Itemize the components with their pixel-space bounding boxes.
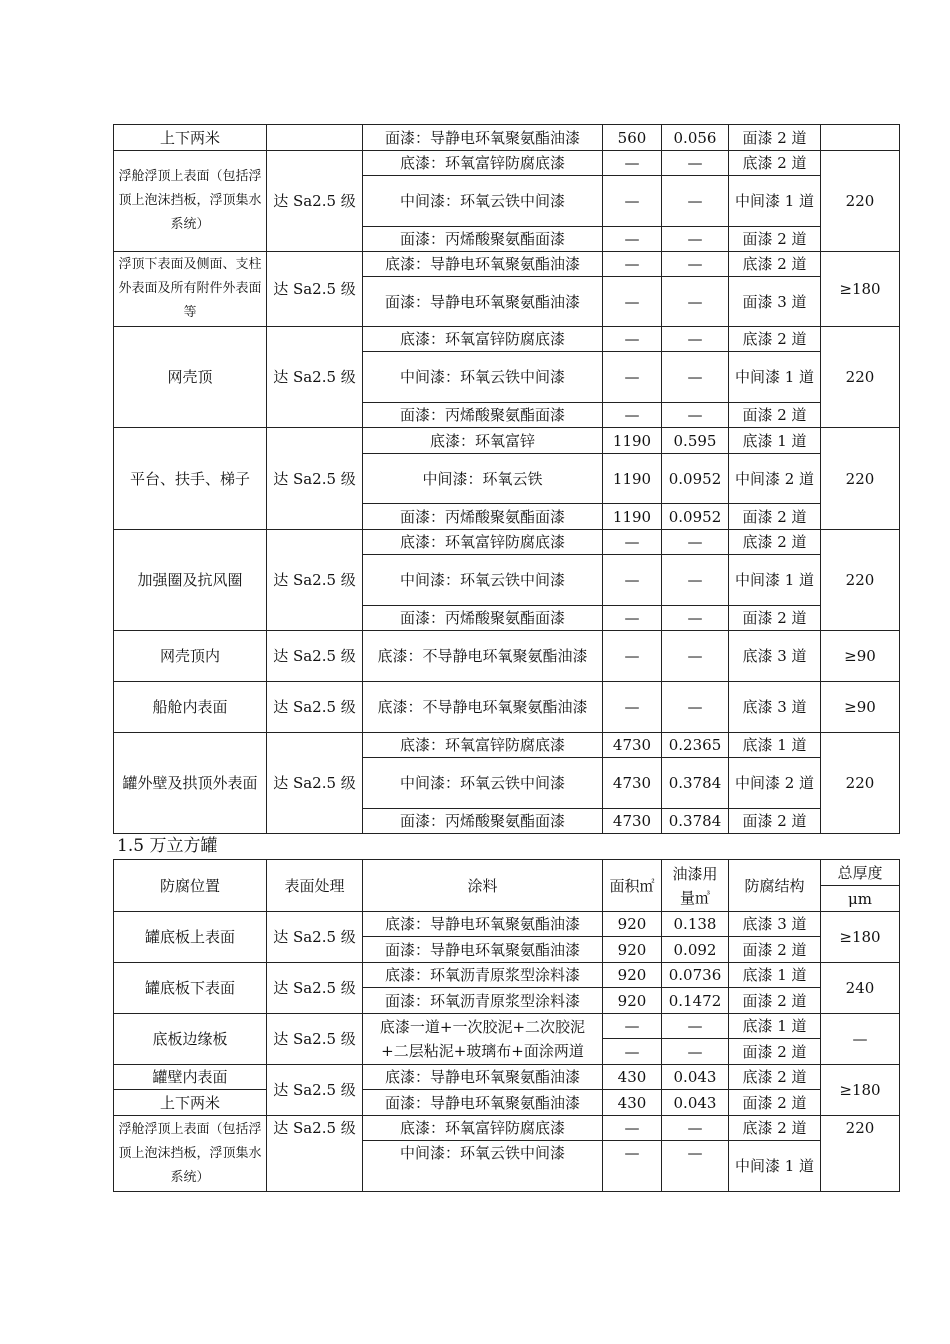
coating-cell: 中间漆：环氧云铁中间漆 <box>363 555 603 606</box>
coating-cell: 面漆：丙烯酸聚氨酯面漆 <box>363 504 603 530</box>
table-row <box>114 1090 900 1116</box>
area-cell: — <box>603 327 662 352</box>
thickness-cell <box>821 125 900 151</box>
thickness-cell: ≥90 <box>821 631 900 682</box>
surface-cell: 达 Sa2.5 级 <box>267 327 363 428</box>
surface-cell: 达 Sa2.5 级 <box>267 428 363 530</box>
structure-cell: 底漆 3 道 <box>729 682 821 733</box>
header-thickness: 总厚度 <box>821 860 900 886</box>
coating-cell: 底漆：环氧富锌 <box>363 428 603 454</box>
surface-cell <box>267 125 363 151</box>
coating-cell: 中间漆：环氧云铁中间漆 <box>363 352 603 403</box>
area-cell: — <box>603 1141 662 1192</box>
position-cell: 底板边缘板 <box>114 1014 267 1065</box>
structure-cell: 面漆 3 道 <box>729 277 821 327</box>
area-cell: 920 <box>603 963 662 988</box>
area-cell: 920 <box>603 937 662 963</box>
area-cell: 430 <box>603 1065 662 1090</box>
paint-cell: — <box>662 1039 729 1065</box>
coating-cell: 面漆：丙烯酸聚氨酯面漆 <box>363 809 603 834</box>
structure-cell: 面漆 2 道 <box>729 988 821 1014</box>
structure-cell: 面漆 2 道 <box>729 1039 821 1065</box>
structure-cell: 底漆 2 道 <box>729 327 821 352</box>
paint-cell: — <box>662 555 729 606</box>
table-row <box>114 530 900 555</box>
coating-cell: 底漆：不导静电环氧聚氨酯油漆 <box>363 682 603 733</box>
surface-cell: 达 Sa2.5 级 <box>267 1065 363 1116</box>
thickness-cell: ≥180 <box>821 912 900 963</box>
surface-cell: 达 Sa2.5 级 <box>267 252 363 327</box>
paint-cell: 0.595 <box>662 428 729 454</box>
area-cell: — <box>603 352 662 403</box>
table-row <box>114 125 900 151</box>
paint-cell: — <box>662 252 729 277</box>
area-cell: 4730 <box>603 758 662 809</box>
paint-cell: 0.0952 <box>662 504 729 530</box>
area-cell: 4730 <box>603 809 662 834</box>
thickness-cell: 220 <box>821 428 900 530</box>
coating-cell: 中间漆：环氧云铁中间漆 <box>363 176 603 227</box>
section-heading: 1.5 万立方罐 <box>117 836 218 856</box>
area-cell: 920 <box>603 988 662 1014</box>
table-row <box>114 252 900 277</box>
position-cell: 罐外壁及拱顶外表面 <box>114 733 267 834</box>
area-cell: — <box>603 252 662 277</box>
position-cell: 浮顶下表面及侧面、支柱外表面及所有附件外表面等 <box>114 252 267 327</box>
coating-cell: 底漆：不导静电环氧聚氨酯油漆 <box>363 631 603 682</box>
coating-cell: 面漆：导静电环氧聚氨酯油漆 <box>363 277 603 327</box>
area-cell: 4730 <box>603 733 662 758</box>
paint-cell: 0.2365 <box>662 733 729 758</box>
structure-cell: 底漆 1 道 <box>729 963 821 988</box>
structure-cell: 中间漆 2 道 <box>729 758 821 809</box>
coating-cell: 面漆：导静电环氧聚氨酯油漆 <box>363 937 603 963</box>
paint-cell: — <box>662 277 729 327</box>
structure-cell: 中间漆 1 道 <box>729 555 821 606</box>
paint-cell: — <box>662 176 729 227</box>
area-cell: — <box>603 631 662 682</box>
position-cell: 罐底板下表面 <box>114 963 267 1014</box>
thickness-cell: 220 <box>821 327 900 428</box>
structure-cell: 底漆 2 道 <box>729 1116 821 1141</box>
table-row <box>114 912 900 937</box>
paint-cell: — <box>662 682 729 733</box>
table-row <box>114 682 900 733</box>
paint-cell: 0.0952 <box>662 454 729 504</box>
table-row <box>114 151 900 176</box>
header-position: 防腐位置 <box>114 860 267 912</box>
structure-cell: 中间漆 2 道 <box>729 454 821 504</box>
structure-cell: 面漆 2 道 <box>729 937 821 963</box>
coating-cell: 底漆：环氧富锌防腐底漆 <box>363 151 603 176</box>
structure-cell: 底漆 3 道 <box>729 912 821 937</box>
coating-cell: 中间漆：环氧云铁中间漆 <box>363 1141 603 1192</box>
paint-cell: 0.092 <box>662 937 729 963</box>
area-cell: — <box>603 555 662 606</box>
paint-cell: — <box>662 1141 729 1192</box>
table-header-row <box>114 860 900 886</box>
surface-cell: 达 Sa2.5 级 <box>267 1116 363 1192</box>
thickness-cell: 220 <box>821 1116 900 1192</box>
table-row <box>114 631 900 682</box>
coating-table-2 <box>113 859 900 1192</box>
paint-cell: — <box>662 606 729 631</box>
position-cell: 上下两米 <box>114 1090 267 1116</box>
table-row <box>114 963 900 988</box>
position-cell: 平台、扶手、梯子 <box>114 428 267 530</box>
structure-cell: 中间漆 1 道 <box>729 1141 821 1192</box>
thickness-cell: ≥180 <box>821 1065 900 1116</box>
header-coating: 涂料 <box>363 860 603 912</box>
area-cell: 1190 <box>603 454 662 504</box>
surface-cell: 达 Sa2.5 级 <box>267 530 363 631</box>
position-cell: 加强圈及抗风圈 <box>114 530 267 631</box>
paint-cell: 0.138 <box>662 912 729 937</box>
area-cell: — <box>603 1039 662 1065</box>
thickness-cell: 220 <box>821 733 900 834</box>
position-cell: 罐底板上表面 <box>114 912 267 963</box>
area-cell: — <box>603 530 662 555</box>
paint-cell: — <box>662 227 729 252</box>
coating-cell: 底漆：导静电环氧聚氨酯油漆 <box>363 252 603 277</box>
paint-cell: — <box>662 151 729 176</box>
paint-cell: 0.3784 <box>662 758 729 809</box>
area-cell: — <box>603 1014 662 1039</box>
coating-cell: 中间漆：环氧云铁中间漆 <box>363 758 603 809</box>
area-cell: — <box>603 403 662 428</box>
thickness-cell: 220 <box>821 151 900 252</box>
area-cell: — <box>603 227 662 252</box>
area-cell: — <box>603 151 662 176</box>
position-cell: 网壳顶 <box>114 327 267 428</box>
table-row <box>114 327 900 352</box>
structure-cell: 面漆 2 道 <box>729 809 821 834</box>
thickness-cell: — <box>821 1014 900 1065</box>
area-cell: 560 <box>603 125 662 151</box>
area-cell: 1190 <box>603 504 662 530</box>
position-cell: 船舱内表面 <box>114 682 267 733</box>
position-cell: 浮舱浮顶上表面（包括浮顶上泡沫挡板，浮顶集水系统） <box>114 1116 267 1192</box>
structure-cell: 中间漆 1 道 <box>729 352 821 403</box>
structure-cell: 底漆 1 道 <box>729 733 821 758</box>
structure-cell: 底漆 3 道 <box>729 631 821 682</box>
area-cell: 920 <box>603 912 662 937</box>
structure-cell: 底漆 2 道 <box>729 1065 821 1090</box>
position-cell: 网壳顶内 <box>114 631 267 682</box>
coating-table-1 <box>113 124 900 834</box>
table-row <box>114 1014 900 1039</box>
structure-cell: 面漆 2 道 <box>729 1090 821 1116</box>
area-cell: 430 <box>603 1090 662 1116</box>
thickness-cell: 220 <box>821 530 900 631</box>
area-cell: — <box>603 176 662 227</box>
paint-cell: 0.043 <box>662 1065 729 1090</box>
paint-cell: 0.0736 <box>662 963 729 988</box>
coating-cell: 底漆：导静电环氧聚氨酯油漆 <box>363 912 603 937</box>
structure-cell: 面漆 2 道 <box>729 403 821 428</box>
structure-cell: 面漆 2 道 <box>729 227 821 252</box>
coating-cell: 中间漆：环氧云铁 <box>363 454 603 504</box>
thickness-cell: ≥90 <box>821 682 900 733</box>
surface-cell: 达 Sa2.5 级 <box>267 151 363 252</box>
paint-cell: 0.056 <box>662 125 729 151</box>
structure-cell: 面漆 2 道 <box>729 125 821 151</box>
coating-cell: 底漆：环氧富锌防腐底漆 <box>363 327 603 352</box>
document-page <box>113 124 899 1192</box>
structure-cell: 底漆 1 道 <box>729 1014 821 1039</box>
header-thickness-unit: μm <box>821 886 900 912</box>
coating-cell: 底漆：导静电环氧聚氨酯油漆 <box>363 1065 603 1090</box>
thickness-cell: 240 <box>821 963 900 1014</box>
coating-cell: 底漆：环氧富锌防腐底漆 <box>363 1116 603 1141</box>
surface-cell: 达 Sa2.5 级 <box>267 733 363 834</box>
header-paint: 油漆用量㎥ <box>662 860 729 912</box>
structure-cell: 面漆 2 道 <box>729 606 821 631</box>
coating-cell: 面漆：丙烯酸聚氨酯面漆 <box>363 403 603 428</box>
coating-cell: 底漆：环氧富锌防腐底漆 <box>363 530 603 555</box>
area-cell: — <box>603 682 662 733</box>
structure-cell: 面漆 2 道 <box>729 504 821 530</box>
surface-cell: 达 Sa2.5 级 <box>267 682 363 733</box>
structure-cell: 底漆 2 道 <box>729 530 821 555</box>
table-row <box>114 733 900 758</box>
position-cell: 罐壁内表面 <box>114 1065 267 1090</box>
paint-cell: — <box>662 631 729 682</box>
area-cell: — <box>603 606 662 631</box>
coating-cell: 面漆：导静电环氧聚氨酯油漆 <box>363 1090 603 1116</box>
paint-cell: — <box>662 1116 729 1141</box>
coating-cell: 面漆：丙烯酸聚氨酯面漆 <box>363 227 603 252</box>
structure-cell: 中间漆 1 道 <box>729 176 821 227</box>
surface-cell: 达 Sa2.5 级 <box>267 912 363 963</box>
surface-cell: 达 Sa2.5 级 <box>267 631 363 682</box>
coating-cell: 底漆一道+一次胶泥+二次胶泥+二层粘泥+玻璃布+面涂两道 <box>363 1014 603 1065</box>
position-cell: 上下两米 <box>114 125 267 151</box>
coating-cell: 底漆：环氧沥青原浆型涂料漆 <box>363 963 603 988</box>
structure-cell: 底漆 1 道 <box>729 428 821 454</box>
coating-cell: 底漆：环氧富锌防腐底漆 <box>363 733 603 758</box>
thickness-cell: ≥180 <box>821 252 900 327</box>
coating-cell: 面漆：导静电环氧聚氨酯油漆 <box>363 125 603 151</box>
header-area: 面积㎡ <box>603 860 662 912</box>
area-cell: 1190 <box>603 428 662 454</box>
paint-cell: — <box>662 352 729 403</box>
area-cell: — <box>603 277 662 327</box>
structure-cell: 底漆 2 道 <box>729 252 821 277</box>
surface-cell: 达 Sa2.5 级 <box>267 963 363 1014</box>
paint-cell: — <box>662 327 729 352</box>
table-row <box>114 428 900 454</box>
paint-cell: — <box>662 403 729 428</box>
header-structure: 防腐结构 <box>729 860 821 912</box>
paint-cell: 0.3784 <box>662 809 729 834</box>
paint-cell: — <box>662 530 729 555</box>
area-cell: — <box>603 1116 662 1141</box>
paint-cell: 0.1472 <box>662 988 729 1014</box>
paint-cell: — <box>662 1014 729 1039</box>
coating-cell: 面漆：环氧沥青原浆型涂料漆 <box>363 988 603 1014</box>
surface-cell: 达 Sa2.5 级 <box>267 1014 363 1065</box>
table-row <box>114 1065 900 1090</box>
header-surface: 表面处理 <box>267 860 363 912</box>
position-cell: 浮舱浮顶上表面（包括浮顶上泡沫挡板，浮顶集水系统） <box>114 151 267 252</box>
paint-cell: 0.043 <box>662 1090 729 1116</box>
structure-cell: 底漆 2 道 <box>729 151 821 176</box>
coating-cell: 面漆：丙烯酸聚氨酯面漆 <box>363 606 603 631</box>
table-row <box>114 1116 900 1141</box>
